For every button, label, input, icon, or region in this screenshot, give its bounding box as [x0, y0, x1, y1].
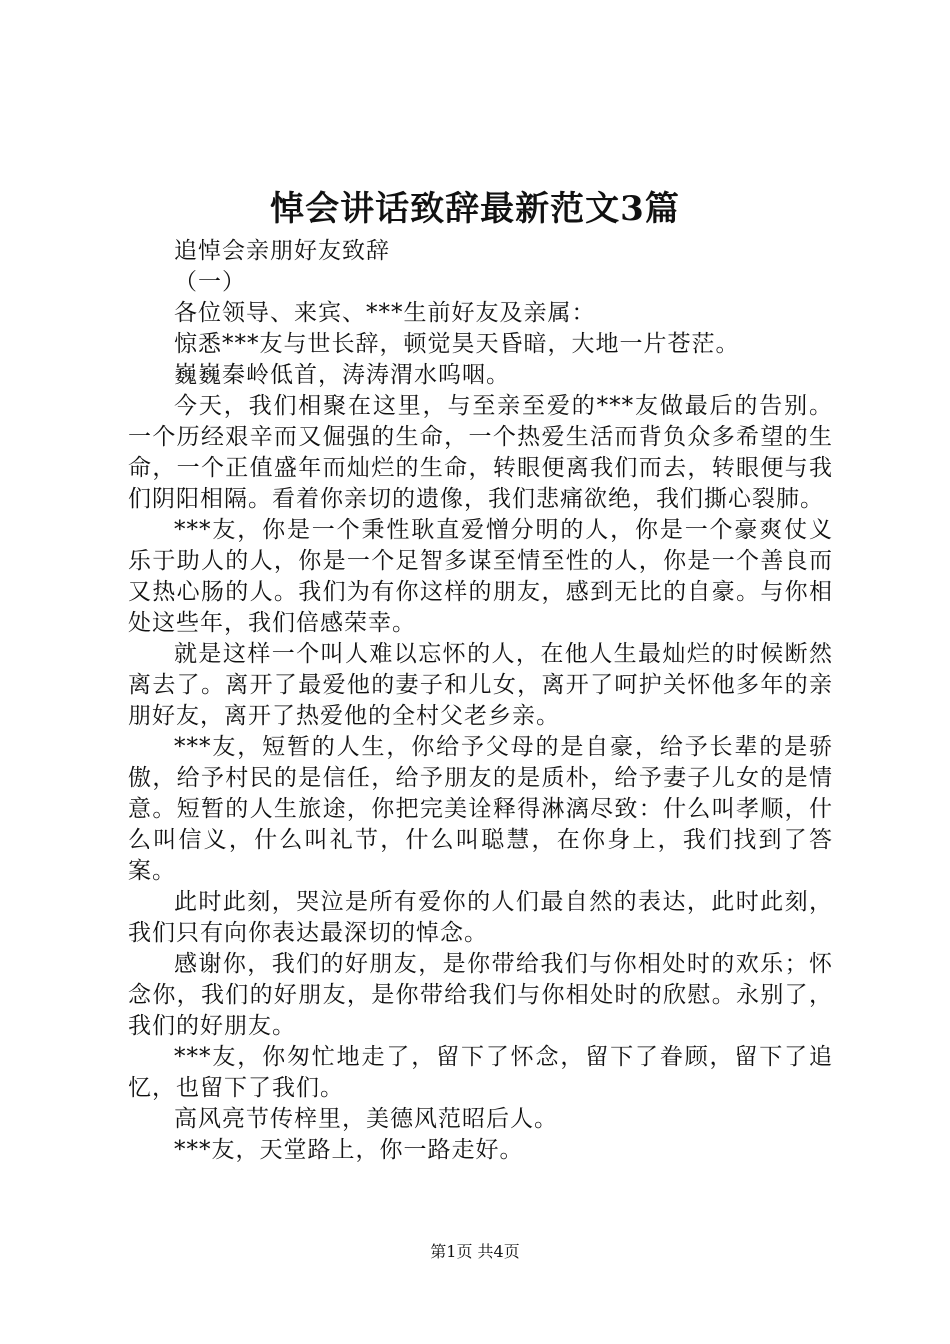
paragraph: 此时此刻，哭泣是所有爱你的人们最自然的表达，此时此刻，我们只有向你表达最深切的悼念。 [128, 889, 833, 946]
paragraph: ***友，天堂路上，你一路走好。 [174, 1137, 524, 1163]
paragraph-salutation: 各位领导、来宾、***生前好友及亲属： [174, 300, 596, 326]
paragraph-heading: 追悼会亲朋好友致辞 [174, 238, 390, 264]
paragraph: ***友，短暂的人生，你给予父母的是自豪，给予长辈的是骄傲，给予村民的是信任，给予朋友的是质朴，给予妻子儿女的是情意。短暂的人生旅途，你把完美诠释得淋漓尽致：什么叫孝顺，什么叫信义，什么叫礼节，什么叫聪慧，在你身上，我们找到了答案。 [128, 734, 833, 884]
document-body [128, 236, 833, 1166]
paragraph: 高风亮节传梓里，美德风范昭后人。 [174, 1106, 558, 1132]
paragraph: 今天，我们相聚在这里，与至亲至爱的***友做最后的告别。一个历经艰辛而又倔强的生命，一个热爱生活而背负众多希望的生命，一个正值盛年而灿烂的生命，转眼便离我们而去，转眼便与我们阴阳相隔。看着你亲切的遗像，我们悲痛欲绝，我们撕心裂肺。 [128, 393, 833, 512]
paragraph: 巍巍秦岭低首，涛涛渭水呜咽。 [174, 362, 510, 388]
document-title: 悼会讲话致辞最新范文3篇 [270, 189, 680, 229]
paragraph: 感谢你，我们的好朋友，是你带给我们与你相处时的欢乐；怀念你，我们的好朋友，是你带给我们与你相处时的欣慰。永别了，我们的好朋友。 [128, 951, 833, 1039]
page-footer: 第1页 共4页 [430, 1242, 520, 1261]
paragraph: ***友，你匆忙地走了，留下了怀念，留下了眷顾，留下了追忆，也留下了我们。 [128, 1044, 833, 1101]
paragraph: 就是这样一个叫人难以忘怀的人，在他人生最灿烂的时候断然离去了。离开了最爱他的妻子和儿女，离开了呵护关怀他多年的亲朋好友，离开了热爱他的全村父老乡亲。 [128, 641, 833, 729]
paragraph: ***友，你是一个秉性耿直爱憎分明的人，你是一个豪爽仗义乐于助人的人，你是一个足智多谋至情至性的人，你是一个善良而又热心肠的人。我们为有你这样的朋友，感到无比的自豪。与你相处这些年，我们倍感荣幸。 [128, 517, 833, 636]
paragraph-section-number: （一） [174, 269, 246, 295]
paragraph: 惊悉***友与世长辞，顿觉昊天昏暗，大地一片苍茫。 [174, 331, 740, 357]
